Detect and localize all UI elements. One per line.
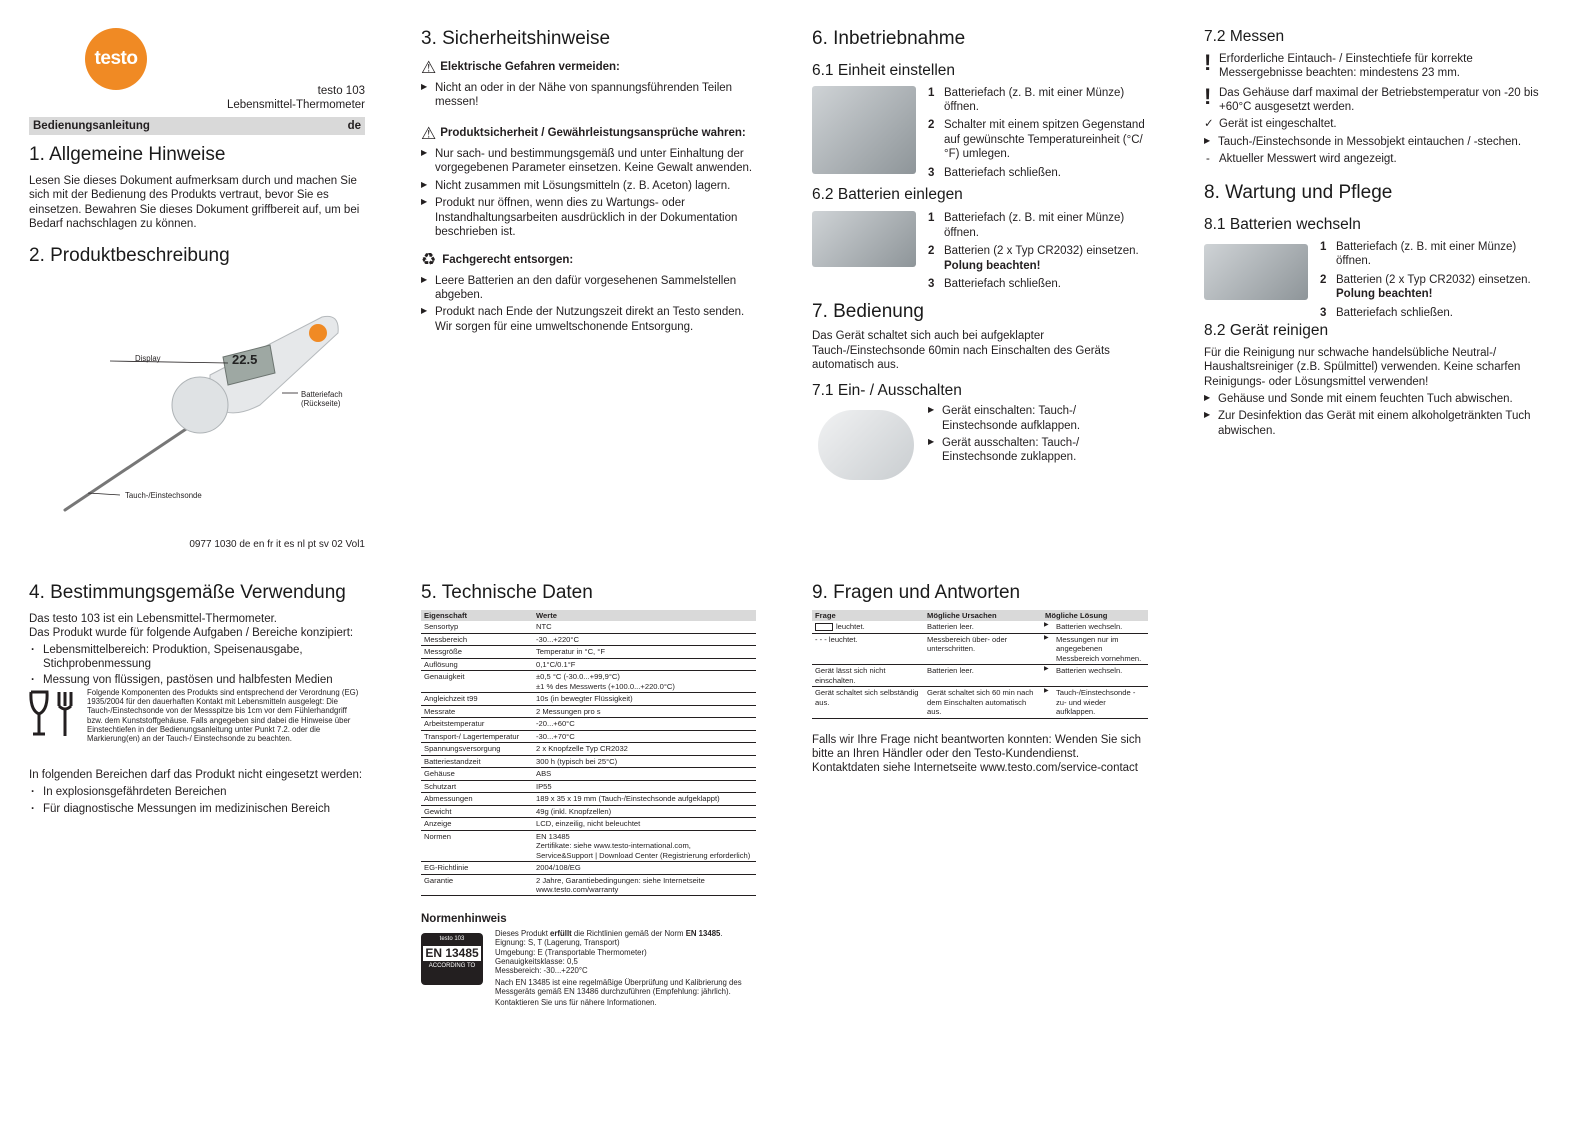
battery-insert-photo [812,211,916,267]
column-3-bottom [812,582,1148,776]
cell-text: Tauch-/Einstechsonde - zu- und wieder aufklappen. [1056,688,1136,717]
column-4-top [1204,28,1544,441]
question-cell [812,621,924,633]
list-item: ▶ Tauch-/Einstechsonde in Messobjekt eintauchen / -stechen. [1204,135,1544,149]
property-cell: Spannungsversorgung [421,743,533,755]
safety-list-disposal [421,274,756,335]
list-item: ▶ Produkt nur öffnen, wenn dies zu Wartungs- oder Instandhaltungsarbeiten ausdrücklich in der Dokumentation beschrieben ist. [421,196,756,239]
dash-icon: - [1206,153,1210,166]
list-8-2 [1204,392,1544,438]
property-cell: Transport-/ Lagertemperatur [421,730,533,742]
label-probe: Tauch-/Einstechsonde [125,491,202,500]
property-cell: Messgröße [421,646,533,658]
cell-text: Gerät lässt sich nicht einschalten. [815,666,886,685]
cause-cell [924,621,1042,633]
badge-bottom-text: ACCORDING TO [428,963,476,970]
cell-text: Gerät schaltet sich 60 min nach dem Einschalten automatisch aus. [927,688,1034,717]
label-battery: Batteriefach (Rückseite) [301,390,343,409]
section-1-text: Lesen Sie dieses Dokument aufmerksam durch und machen Sie sich mit der Bedienung des Produkts vertraut, bevor Sie es einsetzen. Bewahren Sie dieses Dokument griffbereit auf, um bei Bedarf nachschlagen zu können. [29,175,360,231]
table-row [421,646,756,658]
value-cell: 49g (inkl. Knopfzellen) [533,805,756,817]
product-illustration [60,305,360,525]
step-item: 1 Batteriefach (z. B. mit einer Münze) öffnen. [928,212,1125,239]
section-8-2-title: 8.2 Gerät reinigen [1204,322,1329,340]
section-6-1-title: 6.1 Einheit einstellen [812,61,956,79]
section-7-2-title: 7.2 Messen [1204,28,1285,45]
list-item: ▶ Gerät ausschalten: Tauch-/ Einstechsonde zuklappen. [928,436,1150,465]
steps-6-1 [928,86,1150,184]
section-4-title: 4. Bestimmungsgemäße Verwendung [29,582,346,603]
safety-list-product [421,147,756,239]
list-item: · In explosionsgefährdeten Bereichen [29,785,365,799]
norm-title: Normenhinweis [421,913,507,926]
norm-text-block [495,929,757,1008]
table-row [421,658,756,670]
logo-text: testo [94,48,138,69]
norm-calibration: Nach EN 13485 ist eine regelmäßige Überprüfung und Kalibrierung des Messgeräts gemäß EN 13486 durchzuführen (Empfehlung: jährlich). [495,977,742,996]
value-cell: 2 Jahre, Garantiebedingungen: siehe Internetseite www.testo.com/warranty [533,874,756,896]
exclamation-icon: ! [1204,83,1212,109]
list-item: ▶ Leere Batterien an den dafür vorgesehenen Sammelstellen abgeben. [421,274,756,303]
food-safe-icon [29,690,75,738]
solution-cell [1042,665,1148,687]
table-row [421,621,756,633]
table-row [421,874,756,896]
question-cell [812,665,924,687]
value-cell: 189 x 35 x 19 mm (Tauch-/Einstechsonde aufgeklappt) [533,793,756,805]
section-8-title: 8. Wartung und Pflege [1204,182,1393,204]
section-1-title: 1. Allgemeine Hinweise [29,144,226,165]
column-3-top [812,28,1152,494]
section-3-title: 3. Sicherheitshinweise [421,28,611,49]
value-cell: 2 x Knopfzelle Typ CR2032 [533,743,756,755]
table-row [812,687,1148,718]
arrow-icon: ▶ [1044,634,1049,641]
section-7-text: Das Gerät schaltet sich auch bei aufgeklapter Tauch-/Einstechsonde 60min nach Einschalten des Geräts automatisch aus. [812,330,1110,372]
table-row [421,671,756,693]
check-item: ✓ Gerät ist eingeschaltet. [1204,118,1337,131]
table-row [421,718,756,730]
list-item: ▶ Nicht zusammen mit Lösungsmitteln (z. B. Aceton) lagern. [421,179,756,193]
table-row [421,705,756,717]
table-row [421,768,756,780]
list-item: ▶ Gehäuse und Sonde mit einem feuchten Tuch abwischen. [1204,392,1544,406]
solution-cell [1042,687,1148,718]
table-row [812,633,1148,664]
solution-cell [1042,621,1148,633]
property-cell: Gehäuse [421,768,533,780]
value-cell: LCD, einzeilig, nicht beleuchtet [533,818,756,830]
product-subtitle: Lebensmittel-Thermometer [226,99,365,112]
document-code: 0977 1030 de en fr it es nl pt sv 02 Vol1 [189,539,365,550]
safety-list-electric [421,81,756,110]
table-row [421,743,756,755]
food-contact-note: Folgende Komponenten des Produkts sind entsprechend der Verordnung (EG) 1935/2004 für den dauerhaften Kontakt mit Lebensmitteln ausgelegt: Die Tauch-/Einstechsonde von der Messspitze bis 1cm vor dem Fühlerhandgriff bzw. dem Kunststoffgehäuse. Falls angegeben sind dabei die Hinweise über Einstechtiefen in der Bedienungsanleitung unter Punkt 7.2. oder die Markierung(en) an der Tauch-/ Einstechsonde zu beachten. [87,687,359,744]
safety-sub-electric: ⚠ Elektrische Gefahren vermeiden: [421,57,620,77]
glass-fork-icon [29,690,75,738]
table-header-row [421,610,756,621]
safety-sub-disposal: ♻ Fachgerecht entsorgen: [421,250,574,270]
property-cell: Gewicht [421,805,533,817]
step-item: 1 Batteriefach (z. B. mit einer Münze) öffnen. [1320,241,1517,268]
cell-text: Batterien wechseln. [1056,666,1123,676]
table-header: Eigenschaft [421,610,533,621]
steps-6-2 [928,211,1150,295]
product-name: testo 103 [317,85,365,97]
on-off-photo [818,410,914,480]
list-item: ▶ Nur sach- und bestimmungsgemäß und unter Einhaltung der vorgegebenen Parameter einsetzen. Keine Gewalt anwenden. [421,147,756,176]
section-7-title: 7. Bedienung [812,301,924,323]
steps-8-1 [1320,240,1542,324]
step-item: 3 Batteriefach schließen. [928,277,1061,290]
list-item: ▶ Produkt nach Ende der Nutzungszeit direkt an Testo senden. Wir sorgen für eine umweltschonende Entsorgung. [421,305,756,334]
table-row [421,730,756,742]
section-6-2-title: 6.2 Batterien einlegen [812,185,963,203]
property-cell: Batteriestandzeit [421,755,533,767]
cause-cell [924,665,1042,687]
language-code: de [347,120,361,132]
table-row [421,805,756,817]
cell-text: Batterien leer. [927,622,974,632]
thermometer-drawing [60,305,360,525]
norm-contact: Kontaktieren Sie uns für nähere Informationen. [495,998,657,1008]
cell-text: Messungen nur im angegebenen Messbereich vornehmen. [1056,634,1142,663]
value-cell: NTC [533,621,756,633]
table-row [421,693,756,705]
property-cell: Sensortyp [421,621,533,633]
faq-footer: Falls wir Ihre Frage nicht beantworten konnten: Wenden Sie sich bitte an Ihren Händler oder den Testo-Kundendienst. Kontaktdaten siehe Internetseite www.testo.com/service-contact [812,733,1141,775]
property-cell: Messbereich [421,633,533,645]
value-cell: -20...+60°C [533,718,756,730]
value-cell: 10s (in bewegter Flüssigkeit) [533,693,756,705]
section-6-title: 6. Inbetriebnahme [812,28,966,49]
list-item: · Messung von flüssigen, pastösen und halbfesten Medien [29,673,365,687]
table-row [421,793,756,805]
list-item: ▶ Nicht an oder in der Nähe von spannungsführenden Teilen messen! [421,81,756,110]
checkmark-icon: ✓ [1204,118,1214,131]
cell-text: - - - leuchtet. [815,634,858,644]
cell-text: Gerät schaltet sich selbständig aus. [815,688,919,707]
list-item: · Lebensmittelbereich: Produktion, Speisenausgabe, Stichprobenmessung [29,643,365,672]
section-8-1-title: 8.1 Batterien wechseln [1204,216,1361,234]
not-uses-list [29,785,365,817]
list-7-1 [928,404,1150,468]
table-header: Mögliche Ursachen [924,610,1042,621]
warning-triangle-icon: ⚠ [421,123,437,143]
label-display: Display [135,354,161,363]
property-cell: Messrate [421,705,533,717]
property-cell: Anzeige [421,818,533,830]
cell-text: leuchtet. [836,622,865,632]
norm-conformity: Dieses Produkt erfüllt die Richtlinien gemäß der Norm EN 13485. [495,928,723,938]
value-cell: IP55 [533,780,756,792]
badge-top-text: testo 103 [439,935,465,942]
battery-low-icon [815,623,833,631]
value-cell: 0,1°C/0.1°F [533,658,756,670]
property-cell: Arbeitstemperatur [421,718,533,730]
value-cell: -30...+70°C [533,730,756,742]
result-item: - Aktueller Messwert wird angezeigt. [1206,153,1397,166]
manual-label: Bedienungsanleitung [33,120,150,132]
table-row [421,830,756,861]
column-1-bottom [29,582,365,817]
value-cell: 300 h (typisch bei 25°C) [533,755,756,767]
step-item: 1 Batteriefach (z. B. mit einer Münze) öffnen. [928,86,1125,114]
question-cell [812,687,924,718]
manual-bar [29,117,365,135]
testo-logo [85,28,147,90]
section-4-intro-1: Das testo 103 ist ein Lebensmittel-Thermometer. [29,612,278,625]
step-item: 2 Batterien (2 x Typ CR2032) einsetzen. Polung beachten! [1320,273,1531,301]
value-cell: 2004/108/EG [533,862,756,874]
table-header-row [812,610,1148,621]
property-cell: Normen [421,830,533,861]
display-readout: 22.5 [232,352,258,367]
list-item: ▶ Gerät einschalten: Tauch-/ Einstechsonde aufklappen. [928,404,1150,433]
warning-depth: ! Erforderliche Eintauch- / Einstechtiefe für korrekte Messergebnisse beachten: mindestens 23 mm. [1204,49,1473,80]
column-2-bottom [421,582,756,1029]
question-cell [812,633,924,664]
table-row [421,780,756,792]
value-cell: 2 Messungen pro s [533,705,756,717]
section-5-title: 5. Technische Daten [421,582,593,603]
table-header: Werte [533,610,756,621]
step-item: 2 Schalter mit einem spitzen Gegenstand auf gewünschte Temperatureinheit (°C/°F) umlegen. [928,119,1145,161]
recycle-icon: ♻ [421,250,437,270]
table-header: Mögliche Lösung [1042,610,1148,621]
cell-text: Batterien wechseln. [1056,622,1123,632]
section-7-1-title: 7.1 Ein- / Ausschalten [812,382,962,400]
step-item: 2 Batterien (2 x Typ CR2032) einsetzen. Polung beachten! [928,245,1139,272]
table-row [421,818,756,830]
exclamation-icon: ! [1204,49,1212,75]
property-cell: Genauigkeit [421,671,533,693]
arrow-icon: ▶ [1044,666,1049,673]
property-cell: EG-Richtlinie [421,862,533,874]
table-row [421,755,756,767]
arrow-icon: ▶ [1044,688,1049,695]
value-cell: -30...+220°C [533,633,756,645]
badge-text: EN 13485 [423,946,481,961]
value-cell: ±0,5 °C (-30.0...+99,9°C) ±1 % des Messwerts (+100.0...+220.0°C) [533,671,756,693]
cause-cell [924,633,1042,664]
property-cell: Auflösung [421,658,533,670]
section-2-title: 2. Produktbeschreibung [29,245,230,266]
column-2-top [421,28,756,337]
warning-triangle-icon: ⚠ [421,57,437,77]
arrow-icon: ▶ [1044,622,1049,629]
faq-table [812,610,1148,719]
list-7-2 [1204,135,1544,149]
property-cell: Angleichzeit t99 [421,693,533,705]
cause-cell [924,687,1042,718]
technical-data-table [421,610,756,897]
solution-cell [1042,633,1148,664]
uses-list [29,643,365,688]
norm-details: Eignung: S, T (Lagerung, Transport) Umgebung: E (Transportable Thermometer) Genauigkeitsklasse: 0,5 Messbereich: -30...+220°C [495,938,647,976]
section-9-title: 9. Fragen und Antworten [812,582,1021,603]
value-cell: Temperatur in °C, °F [533,646,756,658]
property-cell: Garantie [421,874,533,896]
property-cell: Schutzart [421,780,533,792]
table-row [421,633,756,645]
cell-text: Batterien leer. [927,666,974,676]
property-cell: Abmessungen [421,793,533,805]
step-item: 3 Batteriefach schließen. [928,166,1061,179]
battery-compartment-photo [812,86,916,174]
step-item: 3 Batteriefach schließen. [1320,306,1453,319]
table-row [812,621,1148,633]
table-header: Frage [812,610,924,621]
value-cell: EN 13485 Zertifikate: siehe www.testo-international.com, Service&Support | Download Center (Registrierung erforderlich) [533,830,756,861]
warning-temperature: ! Das Gehäuse darf maximal der Betriebstemperatur von -20 bis +60°C ausgesetzt werden. [1204,83,1539,113]
not-intended-intro: In folgenden Bereichen darf das Produkt nicht eingesetzt werden: [29,768,363,781]
section-4-intro-2: Das Produkt wurde für folgende Aufgaben / Bereiche konzipiert: [29,627,354,640]
list-item: ▶ Zur Desinfektion das Gerät mit einem alkoholgetränkten Tuch abwischen. [1204,409,1544,438]
table-row [812,665,1148,687]
cell-text: Messbereich über- oder unterschritten. [927,634,1008,654]
section-8-2-text: Für die Reinigung nur schwache handelsübliche Neutral-/ Haushaltsreiniger (z.B. Spülmittel) verwenden. Keine scharfen Reinigungs- oder Lösungsmittel verwenden! [1204,346,1521,388]
en13485-badge [421,933,483,985]
battery-change-photo [1204,244,1308,300]
table-row [421,862,756,874]
safety-sub-product: ⚠ Produktsicherheit / Gewährleistungsansprüche wahren: [421,123,746,143]
value-cell: ABS [533,768,756,780]
list-item: · Für diagnostische Messungen im medizinischen Bereich [29,802,365,816]
